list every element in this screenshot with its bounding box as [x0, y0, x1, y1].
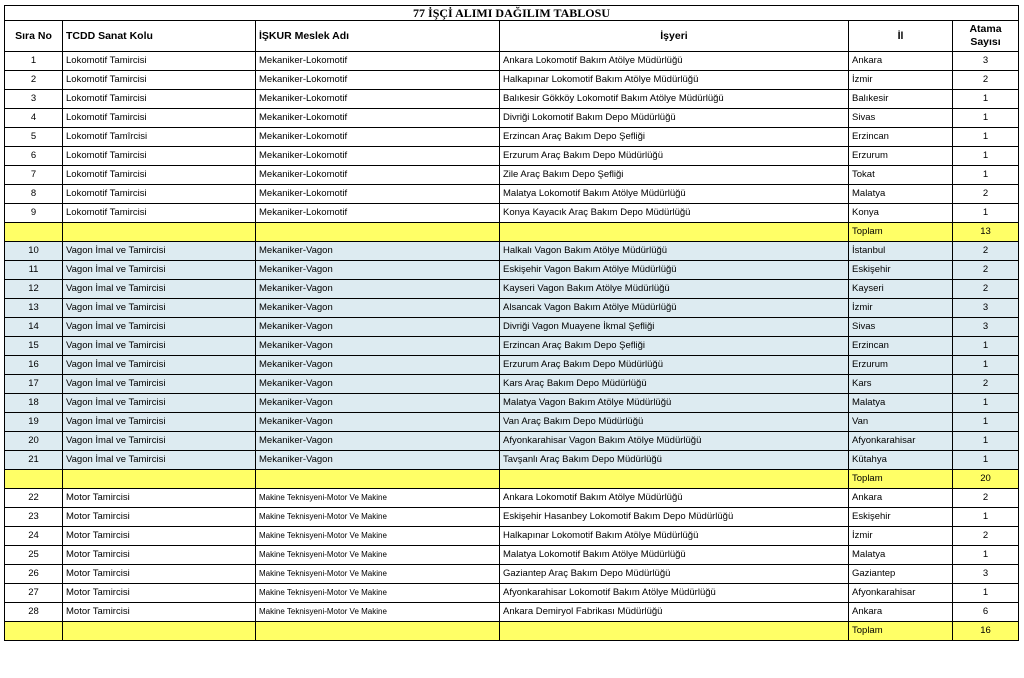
row-isyeri: Ankara Demiryol Fabrikası Müdürlüğü	[500, 603, 849, 622]
row-atama-sayisi: 3	[953, 565, 1019, 584]
row-sira-no: 3	[5, 90, 63, 109]
row-sanat-kolu: Vagon İmal ve Tamircisi	[63, 451, 256, 470]
row-il: İzmir	[849, 71, 953, 90]
table-row	[5, 375, 1019, 394]
row-atama-sayisi: 2	[953, 261, 1019, 280]
row-atama-sayisi: 2	[953, 242, 1019, 261]
table-row	[5, 527, 1019, 546]
row-atama-sayisi: 1	[953, 204, 1019, 223]
row-sira-no: 27	[5, 584, 63, 603]
row-isyeri: Tavşanlı Araç Bakım Depo Müdürlüğü	[500, 451, 849, 470]
row-il: Erzincan	[849, 128, 953, 147]
row-isyeri: Divriği Vagon Muayene İkmal Şefliği	[500, 318, 849, 337]
row-atama-sayisi: 1	[953, 546, 1019, 565]
row-il: Van	[849, 413, 953, 432]
table-row	[5, 280, 1019, 299]
row-isyeri: Erzurum Araç Bakım Depo Müdürlüğü	[500, 356, 849, 375]
row-meslek-adi: Mekaniker-Lokomotif	[256, 147, 500, 166]
row-il: Eskişehir	[849, 508, 953, 527]
row-il: Kars	[849, 375, 953, 394]
total-value: 20	[953, 470, 1019, 489]
col-header-sanat-kolu: TCDD Sanat Kolu	[63, 21, 256, 52]
row-sanat-kolu: Lokomotif Tamircisi	[63, 166, 256, 185]
table-row	[5, 413, 1019, 432]
row-isyeri: Erzincan Araç Bakım Depo Şefliği	[500, 128, 849, 147]
row-atama-sayisi: 6	[953, 603, 1019, 622]
row-meslek-adi: Mekaniker-Vagon	[256, 394, 500, 413]
row-meslek-adi: Makine Teknisyeni-Motor Ve Makine	[256, 508, 500, 527]
row-atama-sayisi: 1	[953, 356, 1019, 375]
row-sanat-kolu: Motor Tamircisi	[63, 489, 256, 508]
row-meslek-adi: Mekaniker-Vagon	[256, 299, 500, 318]
table-row	[5, 185, 1019, 204]
row-meslek-adi: Mekaniker-Vagon	[256, 337, 500, 356]
row-il: Afyonkarahisar	[849, 432, 953, 451]
row-isyeri: Konya Kayacık Araç Bakım Depo Müdürlüğü	[500, 204, 849, 223]
row-sira-no: 21	[5, 451, 63, 470]
table-row	[5, 584, 1019, 603]
total-label: Toplam	[849, 622, 953, 641]
table-row	[5, 128, 1019, 147]
row-sanat-kolu: Vagon İmal ve Tamircisi	[63, 299, 256, 318]
total-row-empty-cell	[5, 622, 63, 641]
table-row	[5, 432, 1019, 451]
row-il: Malatya	[849, 546, 953, 565]
row-il: Ankara	[849, 603, 953, 622]
row-sira-no: 22	[5, 489, 63, 508]
row-meslek-adi: Mekaniker-Vagon	[256, 261, 500, 280]
row-il: Erzincan	[849, 337, 953, 356]
table-row	[5, 242, 1019, 261]
row-sira-no: 11	[5, 261, 63, 280]
row-meslek-adi: Makine Teknisyeni-Motor Ve Makine	[256, 565, 500, 584]
row-il: Kütahya	[849, 451, 953, 470]
row-sira-no: 20	[5, 432, 63, 451]
total-value: 16	[953, 622, 1019, 641]
row-sira-no: 14	[5, 318, 63, 337]
row-meslek-adi: Mekaniker-Lokomotif	[256, 204, 500, 223]
row-meslek-adi: Mekaniker-Lokomotif	[256, 185, 500, 204]
row-sira-no: 2	[5, 71, 63, 90]
row-isyeri: Divriği Lokomotif Bakım Depo Müdürlüğü	[500, 109, 849, 128]
col-header-isyeri: İşyeri	[500, 21, 849, 52]
row-meslek-adi: Mekaniker-Lokomotif	[256, 128, 500, 147]
total-row-empty-cell	[63, 223, 256, 242]
row-isyeri: Balıkesir Gökköy Lokomotif Bakım Atölye Müdürlüğü	[500, 90, 849, 109]
row-sira-no: 5	[5, 128, 63, 147]
row-sanat-kolu: Lokomotif Tamircisi	[63, 71, 256, 90]
table-row	[5, 71, 1019, 90]
row-il: Sivas	[849, 318, 953, 337]
table-row	[5, 565, 1019, 584]
row-atama-sayisi: 1	[953, 584, 1019, 603]
row-isyeri: Halkalı Vagon Bakım Atölye Müdürlüğü	[500, 242, 849, 261]
row-meslek-adi: Mekaniker-Lokomotif	[256, 109, 500, 128]
total-row-empty-cell	[256, 622, 500, 641]
row-sanat-kolu: Lokomotif Tamircisi	[63, 52, 256, 71]
row-sira-no: 23	[5, 508, 63, 527]
row-isyeri: Eskişehir Vagon Bakım Atölye Müdürlüğü	[500, 261, 849, 280]
row-il: Gaziantep	[849, 565, 953, 584]
row-il: Balıkesir	[849, 90, 953, 109]
row-sanat-kolu: Vagon İmal ve Tamircisi	[63, 356, 256, 375]
row-isyeri: Halkapınar Lokomotif Bakım Atölye Müdürlüğü	[500, 71, 849, 90]
table-row	[5, 508, 1019, 527]
row-meslek-adi: Mekaniker-Lokomotif	[256, 166, 500, 185]
total-row	[5, 470, 1019, 489]
row-sira-no: 8	[5, 185, 63, 204]
row-il: Erzurum	[849, 356, 953, 375]
table-row	[5, 109, 1019, 128]
row-sanat-kolu: Lokomotif Tamircisi	[63, 147, 256, 166]
row-sira-no: 6	[5, 147, 63, 166]
table-row	[5, 394, 1019, 413]
table-title: 77 İŞÇİ ALIMI DAĞILIM TABLOSU	[5, 6, 1019, 21]
row-il: Malatya	[849, 185, 953, 204]
total-row-empty-cell	[500, 223, 849, 242]
row-atama-sayisi: 1	[953, 508, 1019, 527]
table-row	[5, 318, 1019, 337]
row-sanat-kolu: Vagon İmal ve Tamircisi	[63, 318, 256, 337]
row-atama-sayisi: 1	[953, 128, 1019, 147]
total-label: Toplam	[849, 470, 953, 489]
table-row	[5, 147, 1019, 166]
row-atama-sayisi: 2	[953, 280, 1019, 299]
row-isyeri: Alsancak Vagon Bakım Atölye Müdürlüğü	[500, 299, 849, 318]
row-sira-no: 1	[5, 52, 63, 71]
row-sanat-kolu: Motor Tamircisi	[63, 584, 256, 603]
row-isyeri: Erzurum Araç Bakım Depo Müdürlüğü	[500, 147, 849, 166]
col-header-meslek-adi: İŞKUR Meslek Adı	[256, 21, 500, 52]
row-meslek-adi: Mekaniker-Vagon	[256, 451, 500, 470]
total-label: Toplam	[849, 223, 953, 242]
row-sanat-kolu: Lokomotif Tamîrcisi	[63, 128, 256, 147]
row-atama-sayisi: 3	[953, 299, 1019, 318]
row-isyeri: Afyonkarahisar Vagon Bakım Atölye Müdürlüğü	[500, 432, 849, 451]
row-atama-sayisi: 2	[953, 185, 1019, 204]
table-row	[5, 204, 1019, 223]
row-meslek-adi: Makine Teknisyeni-Motor Ve Makine	[256, 489, 500, 508]
table-body	[5, 52, 1019, 641]
row-atama-sayisi: 1	[953, 147, 1019, 166]
row-isyeri: Kars Araç Bakım Depo Müdürlüğü	[500, 375, 849, 394]
table-row	[5, 90, 1019, 109]
row-atama-sayisi: 1	[953, 451, 1019, 470]
row-sanat-kolu: Vagon İmal ve Tamircisi	[63, 242, 256, 261]
total-row-empty-cell	[500, 470, 849, 489]
row-il: Tokat	[849, 166, 953, 185]
row-meslek-adi: Mekaniker-Vagon	[256, 375, 500, 394]
total-row-empty-cell	[256, 223, 500, 242]
row-sanat-kolu: Lokomotif Tamircisi	[63, 204, 256, 223]
row-sira-no: 4	[5, 109, 63, 128]
row-meslek-adi: Mekaniker-Vagon	[256, 432, 500, 451]
col-header-sira-no: Sıra No	[5, 21, 63, 52]
row-isyeri: Erzincan Araç Bakım Depo Şefliği	[500, 337, 849, 356]
row-atama-sayisi: 2	[953, 527, 1019, 546]
row-sanat-kolu: Vagon İmal ve Tamircisi	[63, 375, 256, 394]
row-meslek-adi: Makine Teknisyeni-Motor Ve Makine	[256, 584, 500, 603]
table-row	[5, 489, 1019, 508]
row-sanat-kolu: Lokomotif Tamircisi	[63, 185, 256, 204]
total-row-empty-cell	[5, 223, 63, 242]
row-sira-no: 9	[5, 204, 63, 223]
table-row	[5, 356, 1019, 375]
row-sanat-kolu: Motor Tamircisi	[63, 527, 256, 546]
row-sanat-kolu: Vagon İmal ve Tamircisi	[63, 280, 256, 299]
total-row-empty-cell	[63, 622, 256, 641]
row-il: Sivas	[849, 109, 953, 128]
row-atama-sayisi: 3	[953, 52, 1019, 71]
row-il: İzmir	[849, 527, 953, 546]
row-sira-no: 12	[5, 280, 63, 299]
table-row	[5, 546, 1019, 565]
row-isyeri: Malatya Lokomotif Bakım Atölye Müdürlüğü	[500, 185, 849, 204]
total-row-empty-cell	[500, 622, 849, 641]
col-header-il: İl	[849, 21, 953, 52]
total-row	[5, 223, 1019, 242]
row-sira-no: 7	[5, 166, 63, 185]
row-isyeri: Ankara Lokomotif Bakım Atölye Müdürlüğü	[500, 489, 849, 508]
table-row	[5, 261, 1019, 280]
row-sira-no: 10	[5, 242, 63, 261]
row-sanat-kolu: Motor Tamircisi	[63, 546, 256, 565]
row-atama-sayisi: 1	[953, 337, 1019, 356]
row-sira-no: 26	[5, 565, 63, 584]
row-meslek-adi: Makine Teknisyeni-Motor Ve Makine	[256, 527, 500, 546]
row-il: İzmir	[849, 299, 953, 318]
total-value: 13	[953, 223, 1019, 242]
row-meslek-adi: Makine Teknisyeni-Motor Ve Makine	[256, 546, 500, 565]
row-sira-no: 13	[5, 299, 63, 318]
row-atama-sayisi: 1	[953, 413, 1019, 432]
table-row	[5, 603, 1019, 622]
row-meslek-adi: Mekaniker-Lokomotif	[256, 71, 500, 90]
row-sanat-kolu: Vagon İmal ve Tamircisi	[63, 261, 256, 280]
table-row	[5, 52, 1019, 71]
row-sanat-kolu: Lokomotif Tamircisi	[63, 109, 256, 128]
row-sira-no: 18	[5, 394, 63, 413]
row-isyeri: Afyonkarahisar Lokomotif Bakım Atölye Müdürlüğü	[500, 584, 849, 603]
total-row	[5, 622, 1019, 641]
row-isyeri: Malatya Lokomotif Bakım Atölye Müdürlüğü	[500, 546, 849, 565]
table-row	[5, 299, 1019, 318]
row-sira-no: 16	[5, 356, 63, 375]
row-atama-sayisi: 2	[953, 375, 1019, 394]
row-isyeri: Eskişehir Hasanbey Lokomotif Bakım Depo Müdürlüğü	[500, 508, 849, 527]
distribution-table	[4, 5, 1019, 641]
row-atama-sayisi: 1	[953, 109, 1019, 128]
row-meslek-adi: Mekaniker-Lokomotif	[256, 90, 500, 109]
row-isyeri: Zile Araç Bakım Depo Şefliği	[500, 166, 849, 185]
row-sanat-kolu: Motor Tamircisi	[63, 565, 256, 584]
row-meslek-adi: Mekaniker-Vagon	[256, 318, 500, 337]
row-il: Ankara	[849, 52, 953, 71]
row-il: Eskişehir	[849, 261, 953, 280]
row-il: İstanbul	[849, 242, 953, 261]
row-sira-no: 24	[5, 527, 63, 546]
row-atama-sayisi: 1	[953, 432, 1019, 451]
row-sira-no: 15	[5, 337, 63, 356]
table-row	[5, 451, 1019, 470]
row-meslek-adi: Mekaniker-Vagon	[256, 413, 500, 432]
row-meslek-adi: Mekaniker-Vagon	[256, 356, 500, 375]
row-sira-no: 19	[5, 413, 63, 432]
row-il: Ankara	[849, 489, 953, 508]
row-atama-sayisi: 2	[953, 489, 1019, 508]
row-sanat-kolu: Vagon İmal ve Tamircisi	[63, 394, 256, 413]
table-row	[5, 166, 1019, 185]
row-isyeri: Ankara Lokomotif Bakım Atölye Müdürlüğü	[500, 52, 849, 71]
row-meslek-adi: Mekaniker-Vagon	[256, 280, 500, 299]
row-il: Kayseri	[849, 280, 953, 299]
row-sira-no: 17	[5, 375, 63, 394]
row-isyeri: Van Araç Bakım Depo Müdürlüğü	[500, 413, 849, 432]
total-row-empty-cell	[63, 470, 256, 489]
row-il: Malatya	[849, 394, 953, 413]
row-atama-sayisi: 1	[953, 90, 1019, 109]
row-il: Erzurum	[849, 147, 953, 166]
row-il: Afyonkarahisar	[849, 584, 953, 603]
row-sira-no: 28	[5, 603, 63, 622]
row-il: Konya	[849, 204, 953, 223]
row-isyeri: Gaziantep Araç Bakım Depo Müdürlüğü	[500, 565, 849, 584]
row-sanat-kolu: Vagon İmal ve Tamircisi	[63, 337, 256, 356]
col-header-atama-sayisi: Atama Sayısı	[953, 21, 1019, 52]
row-atama-sayisi: 1	[953, 166, 1019, 185]
total-row-empty-cell	[5, 470, 63, 489]
row-sira-no: 25	[5, 546, 63, 565]
total-row-empty-cell	[256, 470, 500, 489]
row-sanat-kolu: Motor Tamircisi	[63, 508, 256, 527]
row-meslek-adi: Makine Teknisyeni-Motor Ve Makine	[256, 603, 500, 622]
row-isyeri: Malatya Vagon Bakım Atölye Müdürlüğü	[500, 394, 849, 413]
table-row	[5, 337, 1019, 356]
row-sanat-kolu: Vagon İmal ve Tamircisi	[63, 413, 256, 432]
row-sanat-kolu: Vagon İmal ve Tamircisi	[63, 432, 256, 451]
row-atama-sayisi: 1	[953, 394, 1019, 413]
row-meslek-adi: Mekaniker-Lokomotif	[256, 52, 500, 71]
row-sanat-kolu: Motor Tamircisi	[63, 603, 256, 622]
row-isyeri: Kayseri Vagon Bakım Atölye Müdürlüğü	[500, 280, 849, 299]
row-atama-sayisi: 2	[953, 71, 1019, 90]
row-atama-sayisi: 3	[953, 318, 1019, 337]
row-isyeri: Halkapınar Lokomotif Bakım Atölye Müdürlüğü	[500, 527, 849, 546]
row-sanat-kolu: Lokomotif Tamircisi	[63, 90, 256, 109]
row-meslek-adi: Mekaniker-Vagon	[256, 242, 500, 261]
